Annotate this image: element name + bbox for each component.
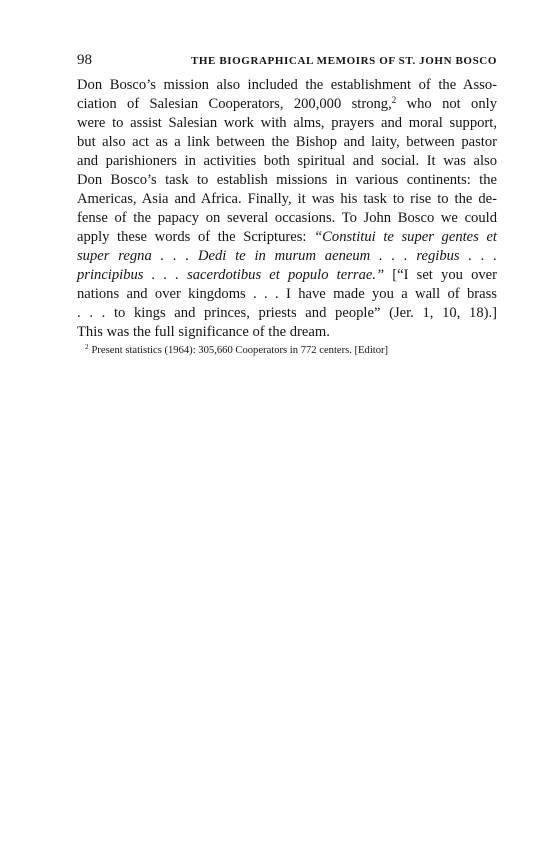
text-line: fense of the papacy on several occasions. To John Bosco we could	[77, 210, 497, 226]
footnote	[77, 344, 497, 358]
latin-quote: super regna . . . Dedi te in murum aeneum . . . regibus . . .	[77, 248, 497, 264]
footnote-text: Present statistics (1964): 305,660 Cooperators in 772 centers. [Editor]	[91, 345, 389, 356]
running-head	[77, 52, 497, 72]
text-line: apply these words of the Scriptures: “Constitui te super gentes et	[77, 229, 497, 245]
body-paragraph	[77, 76, 497, 342]
text-line: Don Bosco’s mission also included the establishment of the Asso-	[77, 77, 497, 93]
text-line: and parishioners in activities both spiritual and social. It was also	[77, 153, 497, 169]
latin-quote: “Constitui te super gentes et	[314, 229, 497, 245]
book-page	[77, 52, 497, 358]
text-line: principibus . . . sacerdotibus et populo terrae.” [“I set you over	[77, 267, 498, 283]
text-line	[77, 247, 497, 266]
latin-quote: principibus . . . sacerdotibus et populo terrae.”	[77, 267, 385, 283]
text-line: ciation of Salesian Cooperators, 200,000 strong,$^2$ who not only	[77, 95, 497, 112]
text-line: This was the full significance of the dream.	[77, 324, 330, 340]
text-line: nations and over kingdoms . . . I have made you a wall of brass	[77, 286, 497, 302]
text-line: Don Bosco’s task to establish missions in various continents: the	[77, 172, 497, 188]
running-title: THE BIOGRAPHICAL MEMOIRS OF ST. JOHN BOSCO	[190, 55, 497, 67]
text-line: but also act as a link between the Bishop and laity, between pastor	[77, 134, 497, 150]
text-line: were to assist Salesian work with alms, prayers and moral support,	[77, 115, 497, 131]
footnote-reference: 2	[391, 95, 397, 105]
text-line: . . . to kings and princes, priests and people” (Jer. 1, 10, 18).]	[77, 305, 497, 321]
footnote-marker: 2	[85, 343, 89, 351]
page-number: 98	[77, 52, 92, 68]
text-line: Americas, Asia and Africa. Finally, it was his task to rise to the de-	[77, 191, 497, 207]
